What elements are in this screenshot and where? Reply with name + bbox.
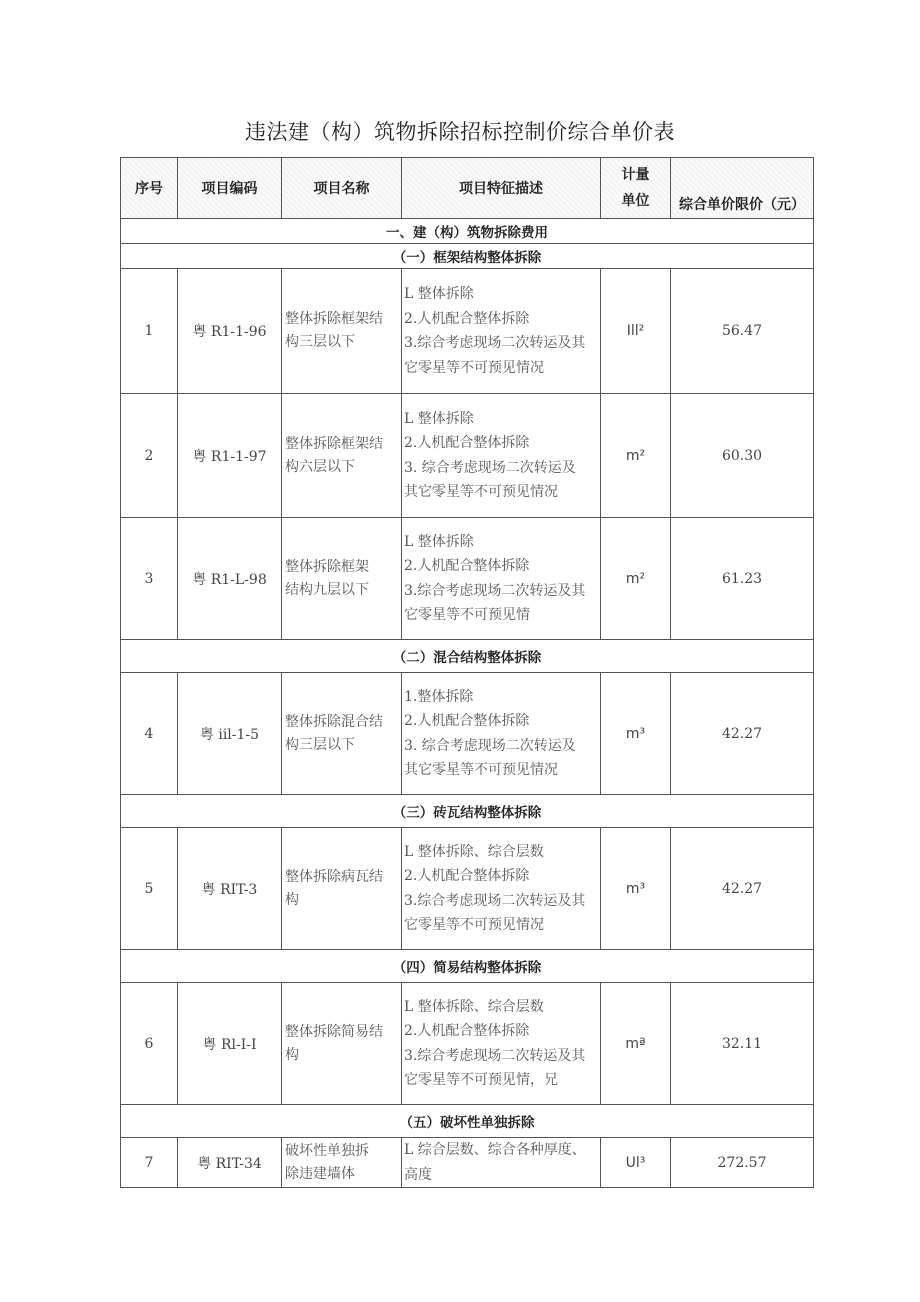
row-desc [402, 828, 601, 950]
name-line: 整体拆除框架 [285, 558, 369, 575]
row-code: 粤 R1-1-97 [178, 394, 282, 518]
desc-line: 3.综合考虑现场二次转运及其 [404, 335, 586, 351]
name-line: 整体拆除病瓦结 [285, 868, 383, 885]
name-line: 除违建墙体 [285, 1165, 355, 1182]
desc-line: 2.人机配合整体拆除 [404, 868, 530, 884]
desc-line: 其它零星等不可预见情况 [404, 484, 558, 500]
table-row [121, 983, 814, 1105]
name-line: 构三层以下 [285, 736, 355, 753]
section-row [121, 795, 814, 828]
section-title: （二）混合结构整体拆除 [121, 640, 814, 673]
desc-line: 2.人机配合整体拆除 [404, 1023, 530, 1039]
name-line: 破坏性单独拆 [285, 1142, 369, 1159]
row-price: 42.27 [671, 828, 814, 950]
desc-line: L 整体拆除 [404, 410, 474, 427]
desc-line: 它零星等不可预见情况 [404, 359, 544, 376]
row-code: 粤 R1-L-98 [178, 518, 282, 640]
row-price: 56.47 [671, 269, 814, 394]
header-unit-line1: 计量 [621, 167, 650, 183]
name-line: 构六层以下 [285, 458, 355, 475]
row-desc [402, 394, 601, 518]
row-unit: m² [601, 394, 671, 518]
row-code: 粤 iil-1-5 [178, 673, 282, 795]
row-price: 32.11 [671, 983, 814, 1105]
row-unit: mª [601, 983, 671, 1105]
name-line: 构 [285, 1046, 299, 1063]
desc-line: 它零星等不可预见情 [404, 607, 530, 623]
desc-line: 3.综合考虑现场二次转运及其 [404, 1047, 586, 1064]
desc-line: L 整体拆除 [404, 533, 474, 550]
desc-line: L 整体拆除 [404, 286, 474, 302]
table-header-row [121, 158, 814, 219]
row-desc [402, 673, 601, 795]
desc-line: 2.人机配合整体拆除 [404, 310, 530, 327]
desc-line: 3.综合考虑现场二次转运及其 [404, 582, 586, 599]
section-title: （三）砖瓦结构整体拆除 [121, 795, 814, 828]
desc-line: 其它零星等不可预见情况 [404, 762, 558, 778]
section-title: 一、建（构）筑物拆除费用 [121, 219, 814, 244]
table-row [121, 828, 814, 950]
row-name [282, 518, 402, 640]
section-title: （一）框架结构整体拆除 [121, 244, 814, 269]
header-price: 综合单价限价（元） [671, 158, 814, 219]
desc-line: 3. 综合考虑现场二次转运及 [404, 737, 576, 754]
section-row [121, 219, 814, 244]
desc-line: 3.综合考虑现场二次转运及其 [404, 892, 586, 909]
name-line: 整体拆除框架结 [285, 311, 383, 327]
name-line: 构三层以下 [285, 334, 355, 350]
name-line: 构 [285, 891, 299, 908]
row-no: 5 [121, 828, 178, 950]
header-unit-line2: 单位 [621, 193, 650, 209]
row-unit: m³ [601, 828, 671, 950]
header-desc: 项目特征描述 [402, 158, 601, 219]
name-line: 整体拆除混合结 [285, 713, 383, 730]
row-code: 粤 Rl-I-I [178, 983, 282, 1105]
row-unit: m² [601, 518, 671, 640]
table-row [121, 673, 814, 795]
desc-line: 2.人机配合整体拆除 [404, 558, 530, 574]
section-title: （四）简易结构整体拆除 [121, 950, 814, 983]
row-no: 1 [121, 269, 178, 394]
table-row [121, 394, 814, 518]
table-row [121, 269, 814, 394]
row-price: 42.27 [671, 673, 814, 795]
row-desc [402, 1138, 601, 1188]
desc-line: 它零星等不可预见情，兄 [404, 1072, 558, 1088]
row-code: 粤 RIT-3 [178, 828, 282, 950]
row-code: 粤 RIT-34 [178, 1138, 282, 1188]
header-code: 项目编码 [178, 158, 282, 219]
desc-line: L 整体拆除、综合层数 [404, 998, 544, 1015]
row-no: 4 [121, 673, 178, 795]
row-name [282, 269, 402, 394]
row-price: 272.57 [671, 1138, 814, 1188]
row-price: 61.23 [671, 518, 814, 640]
desc-line: 2.人机配合整体拆除 [404, 713, 530, 729]
row-no: 3 [121, 518, 178, 640]
unit-price-table [120, 157, 814, 1188]
name-line: 整体拆除框架结 [285, 435, 383, 452]
name-line: 结构九层以下 [285, 581, 369, 598]
row-unit: Ill² [601, 269, 671, 394]
table-row [121, 518, 814, 640]
desc-line: 3. 综合考虑现场二次转运及 [404, 459, 576, 476]
desc-line: L 综合层数、综合各种厚度、 [404, 1142, 586, 1158]
section-row [121, 950, 814, 983]
header-no: 序号 [121, 158, 178, 219]
section-title: （五）破坏性单独拆除 [121, 1105, 814, 1138]
desc-line: 高度 [404, 1166, 432, 1183]
desc-line: L 整体拆除、综合层数 [404, 843, 544, 860]
row-name [282, 983, 402, 1105]
row-desc [402, 518, 601, 640]
row-price: 60.30 [671, 394, 814, 518]
row-no: 6 [121, 983, 178, 1105]
table-body [121, 219, 814, 1188]
header-unit [601, 158, 671, 219]
row-name [282, 394, 402, 518]
section-row [121, 640, 814, 673]
row-code: 粤 R1-1-96 [178, 269, 282, 394]
header-name: 项目名称 [282, 158, 402, 219]
desc-line: 2.人机配合整体拆除 [404, 435, 530, 451]
section-row [121, 1105, 814, 1138]
row-no: 7 [121, 1138, 178, 1188]
section-row [121, 244, 814, 269]
row-unit: m³ [601, 673, 671, 795]
name-line: 整体拆除简易结 [285, 1023, 383, 1040]
page-title: 违法建（构）筑物拆除招标控制价综合单价表 [245, 120, 675, 144]
row-desc [402, 269, 601, 394]
row-no: 2 [121, 394, 178, 518]
table-row [121, 1138, 814, 1188]
row-name [282, 828, 402, 950]
row-name [282, 1138, 402, 1188]
row-desc [402, 983, 601, 1105]
row-name [282, 673, 402, 795]
desc-line: 它零星等不可预见情况 [404, 917, 544, 933]
desc-line: 1.整体拆除 [404, 688, 474, 705]
row-unit: Ul³ [601, 1138, 671, 1188]
